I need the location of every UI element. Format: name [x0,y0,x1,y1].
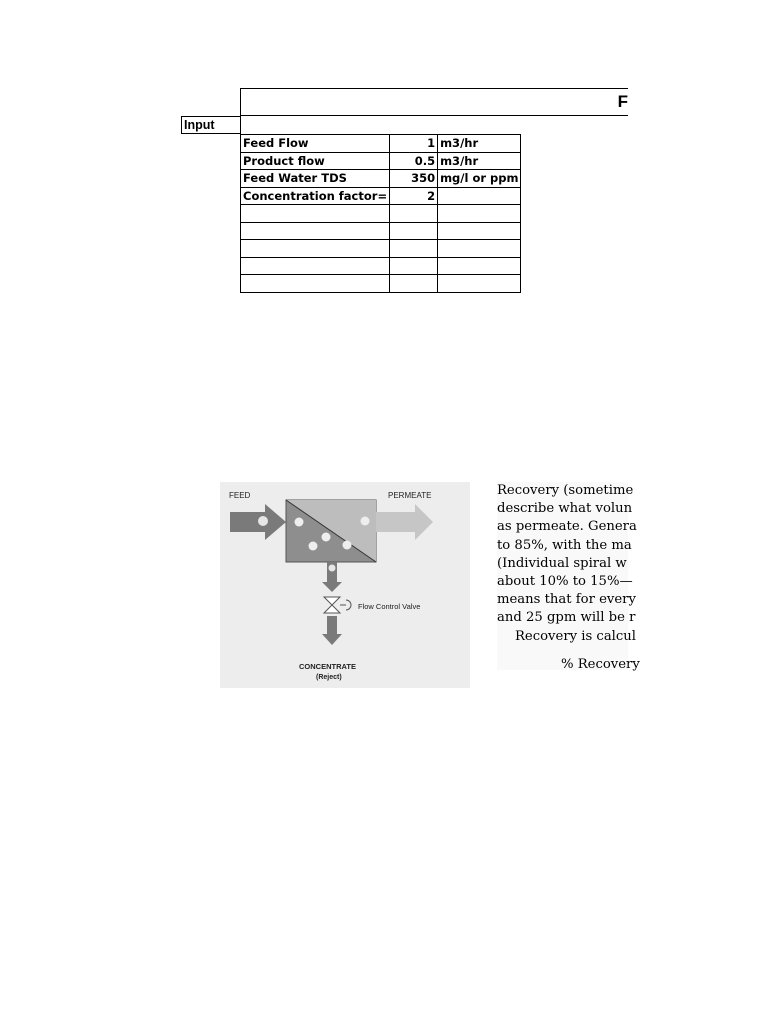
cell-unit[interactable] [438,205,521,223]
cell-unit[interactable] [438,240,521,258]
book-line: Recovery (sometime [497,483,634,498]
cell-value[interactable] [390,222,438,240]
input-row [241,205,521,223]
cell-value[interactable]: 2 [390,187,438,205]
book-line: means that for every [497,592,636,608]
cell-value[interactable]: 350 [390,170,438,188]
input-table [240,134,521,293]
cell-unit[interactable] [438,222,521,240]
input-row [241,222,521,240]
particle [295,518,304,527]
cell-unit[interactable] [438,275,521,293]
cell-label[interactable] [241,275,390,293]
cell-label[interactable]: Feed Flow [241,135,390,153]
permeate-arrow [376,504,433,540]
cell-label[interactable] [241,222,390,240]
cell-value[interactable]: 0.5 [390,152,438,170]
book-line: and 25 gpm will be r [497,610,636,626]
input-section-label: Input [181,116,241,134]
cell-unit[interactable]: mg/l or ppm [438,170,521,188]
input-row [241,135,521,153]
cell-value[interactable] [390,205,438,223]
particle [322,533,331,542]
concentrate-label: CONCENTRATE [299,662,356,671]
cell-unit[interactable] [438,257,521,275]
feed-particle [258,516,268,526]
concentrate-arrow-bottom [322,616,342,645]
reject-label: (Reject) [316,674,342,681]
feed-label: FEED [229,491,251,500]
book-line: as permeate. Genera [497,519,637,535]
feed-arrow [230,504,286,540]
particle [361,517,370,526]
cell-label[interactable] [241,257,390,275]
book-line: (Individual spiral w [497,555,627,571]
valve-icon [324,597,340,613]
cell-unit[interactable] [438,187,521,205]
cell-value[interactable] [390,257,438,275]
input-row [241,152,521,170]
book-line: about 10% to 15%— [497,574,633,590]
valve-actuator [346,600,351,610]
cell-value[interactable] [390,275,438,293]
cell-label[interactable] [241,205,390,223]
ro-flow-diagram [220,482,470,688]
input-row [241,240,521,258]
cell-value[interactable] [390,240,438,258]
recovery-formula: % Recovery [561,656,640,672]
cell-unit[interactable]: m3/hr [438,135,521,153]
cell-label[interactable] [241,240,390,258]
concentrate-particle [329,565,336,572]
particle [309,542,318,551]
sheet-title-bar [240,88,628,116]
book-line: describe what volun [497,501,633,517]
ro-diagram-svg [220,482,470,688]
input-row [241,187,521,205]
input-row [241,170,521,188]
valve-label: Flow Control Valve [358,602,421,611]
sheet-title: F [617,92,628,111]
cell-value[interactable]: 1 [390,135,438,153]
input-row [241,275,521,293]
book-excerpt [497,482,640,672]
book-line: Recovery is calcul [515,628,636,644]
particle [343,541,352,550]
cell-label[interactable]: Product flow [241,152,390,170]
cell-unit[interactable]: m3/hr [438,152,521,170]
permeate-label: PERMEATE [388,491,432,500]
cell-label[interactable]: Feed Water TDS [241,170,390,188]
book-line: to 85%, with the ma [497,537,632,553]
cell-label[interactable]: Concentration factor= [241,187,390,205]
input-row [241,257,521,275]
